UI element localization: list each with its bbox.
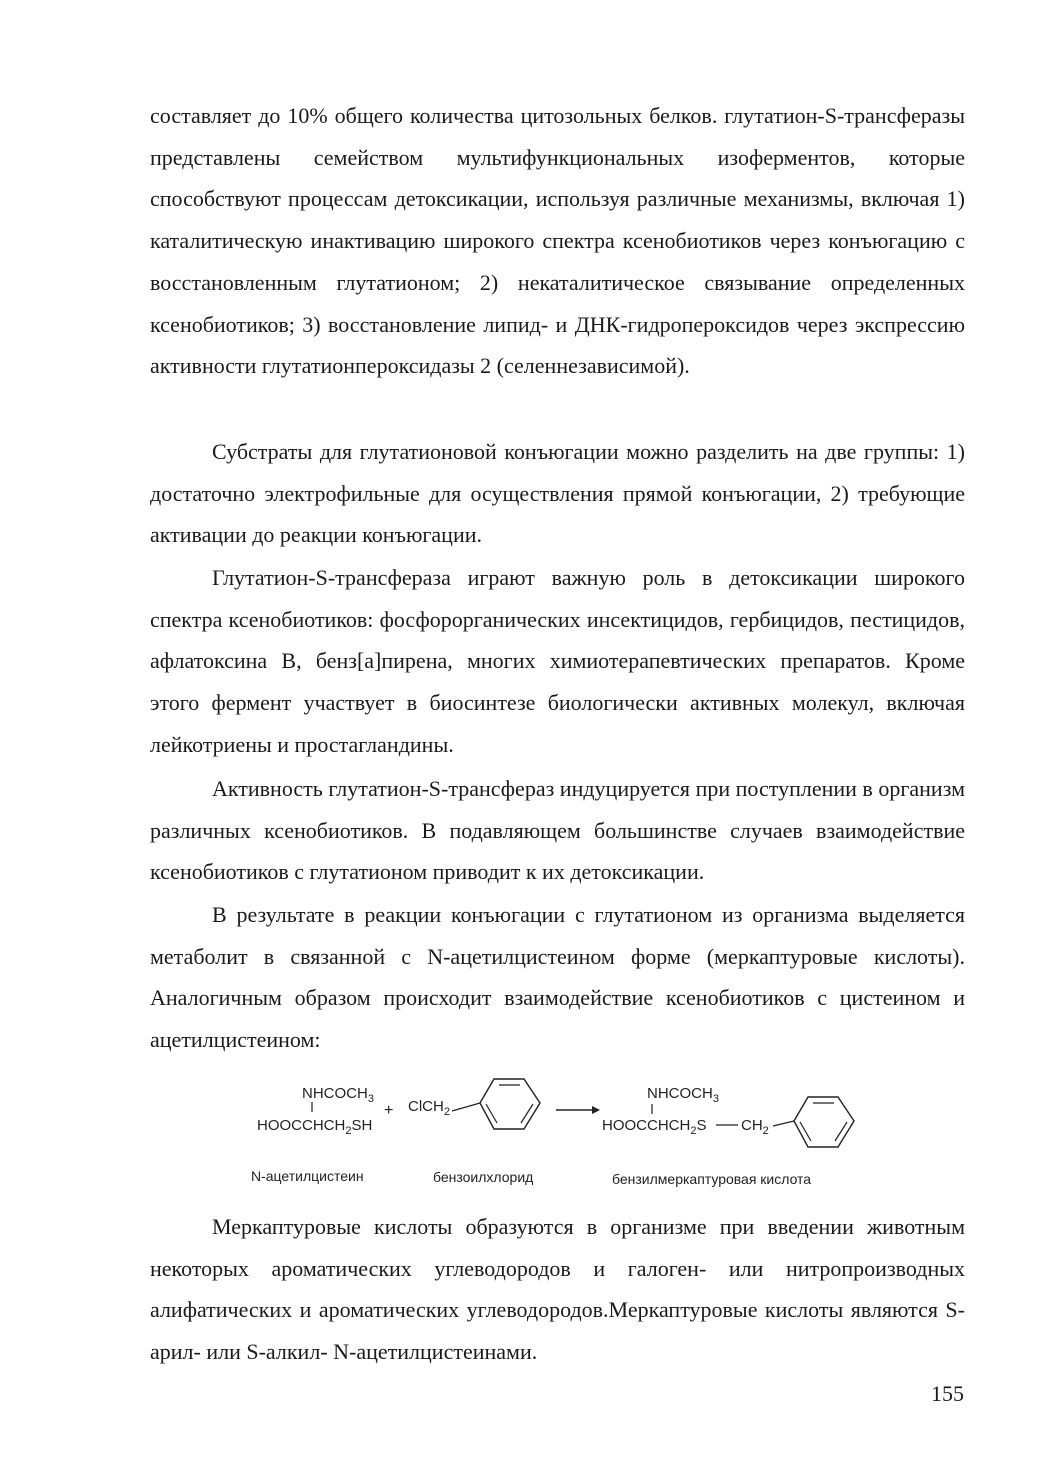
reactant2-bond bbox=[452, 1103, 480, 1111]
paragraph-2: Субстраты для глутатионовой конъюгации можно разделить на две группы: 1) достаточно электрофильные для осуществления прямой конъюгации, 2) требующие активации до реакции конъюгации. bbox=[150, 439, 965, 548]
product-ring-bond bbox=[773, 1121, 794, 1126]
paragraph-3: Глутатион-S-трансфераза играют важную роль в детоксикации широкого спектра ксенобиотиков: фосфорорганических инсектицидов, гербицидов, пестицидов, афлатоксина В, бенз[а]пирена, многих химиотерапевтических препаратов. Кроме этого фермент участвует в биосинтезе биологически активных молекул, включая лейкотриены и простагландины. bbox=[150, 565, 965, 757]
paragraph-6: Меркаптуровые кислоты образуются в организме при введении животным некоторых ароматических углеводородов и галоген- или нитропроизводных алифатических и ароматических углеводородов.Меркаптуровые кислоты являются S-арил- или S-алкил- N-ацетилцистеинами. bbox=[150, 1214, 965, 1365]
reactant1-top-group: $NHCOCH_3$ bbox=[302, 1085, 374, 1105]
product-chain: $HOOCCHCH_2S$ bbox=[602, 1117, 707, 1137]
page-number: 155 bbox=[931, 1381, 964, 1406]
label-product: бензилмеркаптуровая кислота bbox=[612, 1171, 812, 1187]
benzene-ring-icon bbox=[480, 1079, 540, 1129]
paragraph-5: В результате в реакции конъюгации с глутатионом из организма выделяется метаболит в связанной с N-ацетилцистеином форме (меркаптуровые кислоты). Аналогичным образом происходит взаимодействие ксенобиотиков с цистеином и ацетилцистеином: bbox=[150, 902, 965, 1053]
product-top-group: $NHCOCH_3$ bbox=[647, 1085, 719, 1105]
reaction-arrow-icon bbox=[556, 1106, 600, 1114]
reactant1-chain: $HOOCCHCH_2SH$ bbox=[257, 1117, 373, 1137]
label-reactant2: бензоилхлорид bbox=[433, 1169, 534, 1185]
label-reactant1: N-ацетилцистеин bbox=[251, 1168, 364, 1184]
reaction-equation bbox=[0, 1066, 1040, 1196]
benzene-ring-icon bbox=[794, 1097, 854, 1147]
paragraph-1: составляет до 10% общего количества цитозольных белков. глутатион-S-трансферазы представлены семейством мультифункциональных изоферментов, которые способствуют процессам детоксикации, используя различные механизмы, включая 1) каталитическую инактивацию широкого спектра ксенобиотиков через конъюгацию с восстановленным глутатионом; 2) некаталитическое связывание определенных ксенобиотиков; 3) восстановление липид- и ДНК-гидропероксидов через экспрессию активности глутатионпероксидазы 2 (селеннезависимой). bbox=[150, 103, 965, 379]
reactant2-group: ClCH$_2$ bbox=[408, 1098, 450, 1118]
plus-sign: + bbox=[384, 1102, 394, 1119]
product-ch2: $CH_2$ bbox=[741, 1117, 769, 1137]
paragraph-4: Активность глутатион-S-трансфераз индуцируется при поступлении в организм различных ксенобиотиков. В подавляющем большинстве случаев взаимодействие ксенобиотиков с глутатионом приводит к их детоксикации. bbox=[150, 776, 965, 885]
